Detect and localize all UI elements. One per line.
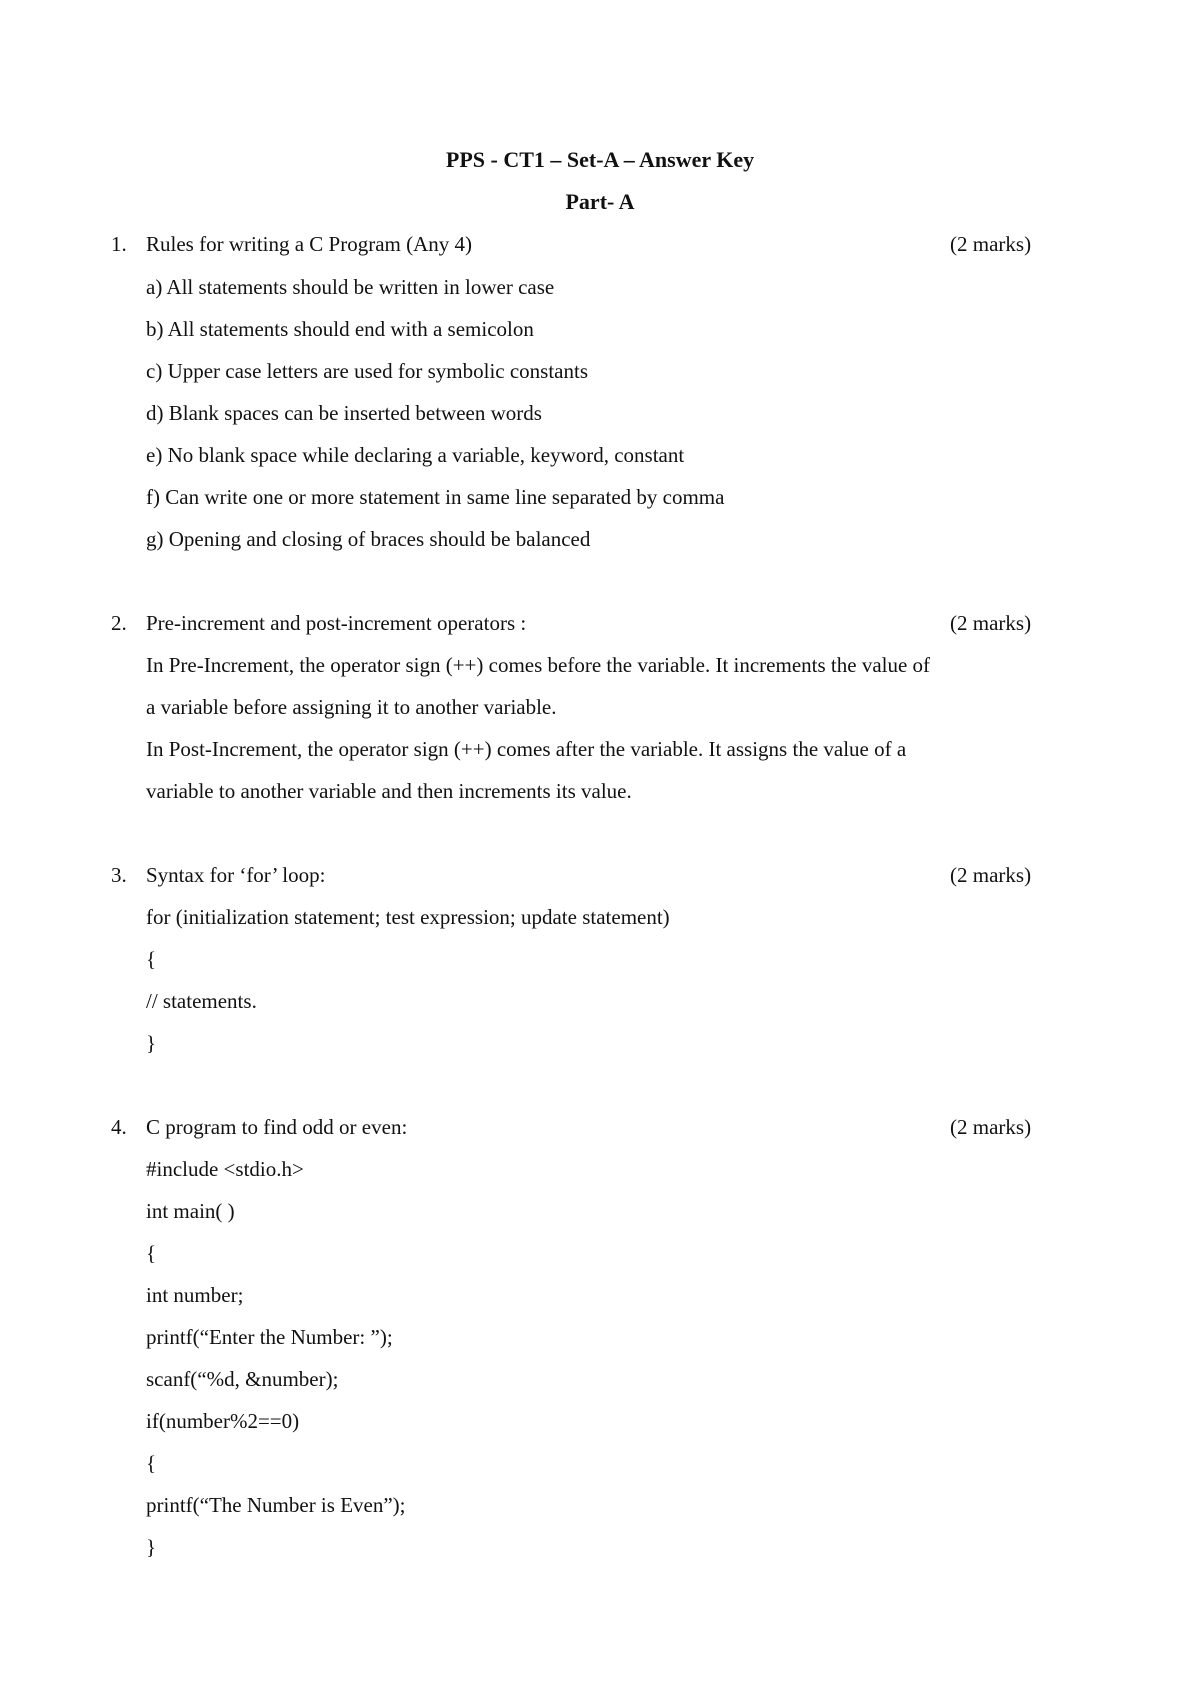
question-number: 2. [111, 611, 127, 635]
answer-line: for (initialization statement; test expression; update statement) [146, 905, 670, 929]
question-heading: Rules for writing a C Program (Any 4) [146, 232, 473, 256]
answer-line: a variable before assigning it to another variable. [146, 695, 557, 719]
question-heading: Pre-increment and post-increment operators : [146, 611, 527, 635]
code-line: int number; [146, 1283, 244, 1307]
answer-line: variable to another variable and then increments its value. [146, 779, 632, 803]
code-line: printf(“The Number is Even”); [146, 1493, 406, 1517]
answer-line: f) Can write one or more statement in same line separated by comma [146, 485, 725, 509]
code-line: int main( ) [146, 1199, 235, 1223]
answer-line: In Pre-Increment, the operator sign (++) comes before the variable. It increments the value of [146, 653, 931, 677]
question-heading: C program to find odd or even: [146, 1115, 408, 1139]
question-number: 1. [111, 232, 127, 256]
answer-line: g) Opening and closing of braces should be balanced [146, 527, 591, 551]
code-line: { [146, 1241, 157, 1265]
answer-line: b) All statements should end with a semicolon [146, 317, 534, 341]
code-line: scanf(“%d, &number); [146, 1367, 339, 1391]
answer-line: e) No blank space while declaring a variable, keyword, constant [146, 443, 685, 467]
question-marks: (2 marks) [950, 1115, 1032, 1139]
question-number: 3. [111, 863, 127, 887]
code-line: if(number%2==0) [146, 1409, 300, 1433]
code-line: } [146, 1535, 157, 1559]
part-heading: Part- A [565, 189, 635, 214]
answer-line: } [146, 1031, 157, 1055]
answer-line: a) All statements should be written in lower case [146, 275, 555, 299]
code-line: printf(“Enter the Number: ”); [146, 1325, 393, 1349]
code-line: { [146, 1451, 157, 1475]
question-marks: (2 marks) [950, 232, 1032, 256]
code-line: #include <stdio.h> [146, 1157, 304, 1181]
answer-line: c) Upper case letters are used for symbolic constants [146, 359, 589, 383]
answer-line: { [146, 947, 157, 971]
question-heading: Syntax for ‘for’ loop: [146, 863, 326, 887]
answer-line: d) Blank spaces can be inserted between words [146, 401, 542, 425]
question-marks: (2 marks) [950, 863, 1032, 887]
question-marks: (2 marks) [950, 611, 1032, 635]
answer-line: In Post-Increment, the operator sign (++) comes after the variable. It assigns the value of a [146, 737, 907, 761]
answer-line: // statements. [146, 989, 257, 1013]
document-title: PPS - CT1 – Set-A – Answer Key [445, 147, 755, 172]
question-number: 4. [111, 1115, 127, 1139]
